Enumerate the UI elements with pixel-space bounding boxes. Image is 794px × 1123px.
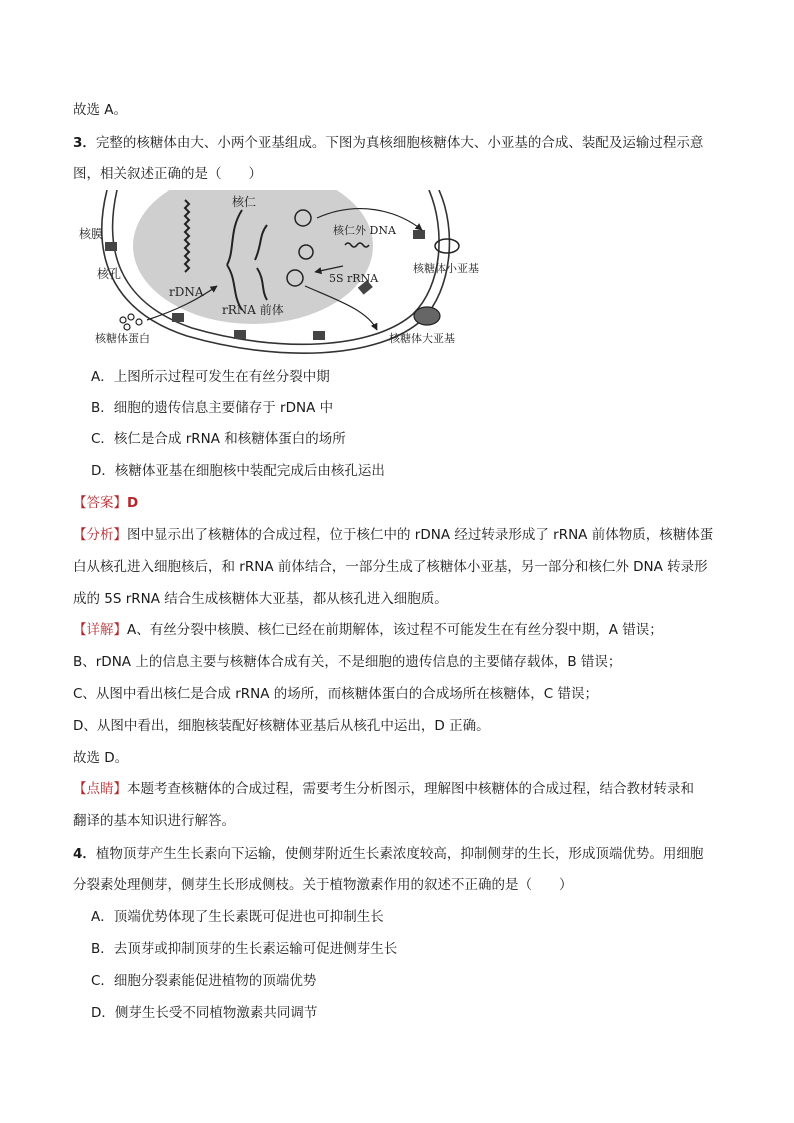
q3-analysis-line2: 白从核孔进入细胞核后，和 rRNA 前体结合，一部分生成了核糖体小亚基，另一部分和核仁外 DNA 转录形: [73, 559, 708, 575]
q4-stem-line1: [73, 844, 703, 864]
ribosome-assembly-figure: [77, 190, 489, 358]
q3-detail-line1: [73, 620, 663, 640]
q4-option-c[interactable]: C．细胞分裂素能促进植物的顶端优势: [91, 973, 317, 989]
q3-option-d[interactable]: D．核糖体亚基在细胞核中装配完成后由核孔运出: [91, 463, 385, 479]
q3-answer: [73, 493, 138, 513]
q3-stem-text1: 完整的核糖体由大、小两个亚基组成。下图为真核细胞核糖体大、小亚基的合成、装配及运输过程示意: [95, 135, 704, 151]
q3-detail-line2: B、rDNA 上的信息主要与核糖体合成有关，不是细胞的遗传信息的主要储存载体，B 错误；: [73, 654, 622, 670]
label-small-subunit: 核糖体小亚基: [413, 262, 479, 275]
q3-conclusion: 故选 D。: [73, 750, 129, 766]
label-ribosomal-protein: 核糖体蛋白: [95, 332, 150, 345]
q4-option-a[interactable]: A．顶端优势体现了生长素既可促进也可抑制生长: [91, 909, 384, 925]
analysis-label: 【分析】: [73, 527, 127, 543]
q4-stem-line2: 分裂素处理侧芽，侧芽生长形成侧枝。关于植物激素作用的叙述不正确的是（ ）: [73, 877, 573, 893]
label-rdna: rDNA: [169, 285, 204, 299]
label-5s-rrna: 5S rRNA: [329, 272, 379, 285]
detail-label: 【详解】: [73, 622, 127, 638]
q3-analysis-line1: [73, 525, 713, 545]
answer-label: 【答案】: [73, 495, 127, 511]
q3-option-c[interactable]: C．核仁是合成 rRNA 和核糖体蛋白的场所: [91, 431, 346, 447]
detail-text1: A、有丝分裂中核膜、核仁已经在前期解体，该过程不可能发生在有丝分裂中期，A 错误；: [127, 622, 663, 638]
ribosomal-protein-shapes: [120, 314, 142, 330]
analysis-text1: 图中显示出了核糖体的合成过程，位于核仁中的 rDNA 经过转录形成了 rRNA 前体物质，核糖体蛋: [127, 527, 714, 543]
q3-detail-line4: D、从图中看出，细胞核装配好核糖体亚基后从核孔中运出，D 正确。: [73, 718, 490, 734]
large-subunit-shape: [414, 307, 440, 325]
label-nuclear-pore: 核孔: [97, 267, 122, 281]
q3-analysis-line3: 成的 5S rRNA 结合生成核糖体大亚基，都从核孔进入细胞质。: [73, 591, 448, 607]
q3-option-b[interactable]: B．细胞的遗传信息主要储存于 rDNA 中: [91, 400, 334, 416]
label-nucleolus: 核仁: [232, 195, 257, 209]
q3-comment-line2: 翻译的基本知识进行解答。: [73, 813, 235, 829]
q4-number: 4．: [73, 846, 96, 862]
q4-option-d[interactable]: D．侧芽生长受不同植物激素共同调节: [91, 1005, 318, 1021]
q3-option-a[interactable]: A．上图所示过程可发生在有丝分裂中期: [91, 369, 330, 385]
label-rrna-precursor: rRNA 前体: [222, 303, 284, 317]
q3-stem-line1: [73, 133, 703, 153]
comment-text1: 本题考查核糖体的合成过程，需要考生分析图示，理解图中核糖体的合成过程，结合教材转录和: [127, 781, 694, 797]
previous-answer-conclusion: 故选 A。: [73, 102, 128, 118]
q4-option-b[interactable]: B．去顶芽或抑制顶芽的生长素运输可促进侧芽生长: [91, 941, 398, 957]
q3-number: 3．: [73, 135, 96, 151]
label-nuclear-membrane: 核膜: [79, 227, 104, 241]
q3-detail-line3: C、从图中看出核仁是合成 rRNA 的场所，而核糖体蛋白的合成场所在核糖体，C 错误；: [73, 686, 598, 702]
label-large-subunit: 核糖体大亚基: [389, 332, 455, 345]
comment-label: 【点睛】: [73, 781, 127, 797]
label-extranucleolar-dna: 核仁外 DNA: [333, 224, 396, 237]
q3-stem-line2: 图，相关叙述正确的是（ ）: [73, 166, 262, 182]
q3-comment-line1: [73, 779, 694, 799]
answer-value: D: [127, 495, 139, 511]
q4-stem-text1: 植物顶芽产生生长素向下运输，使侧芽附近生长素浓度较高，抑制侧芽的生长，形成顶端优势。用细胞: [95, 846, 704, 862]
